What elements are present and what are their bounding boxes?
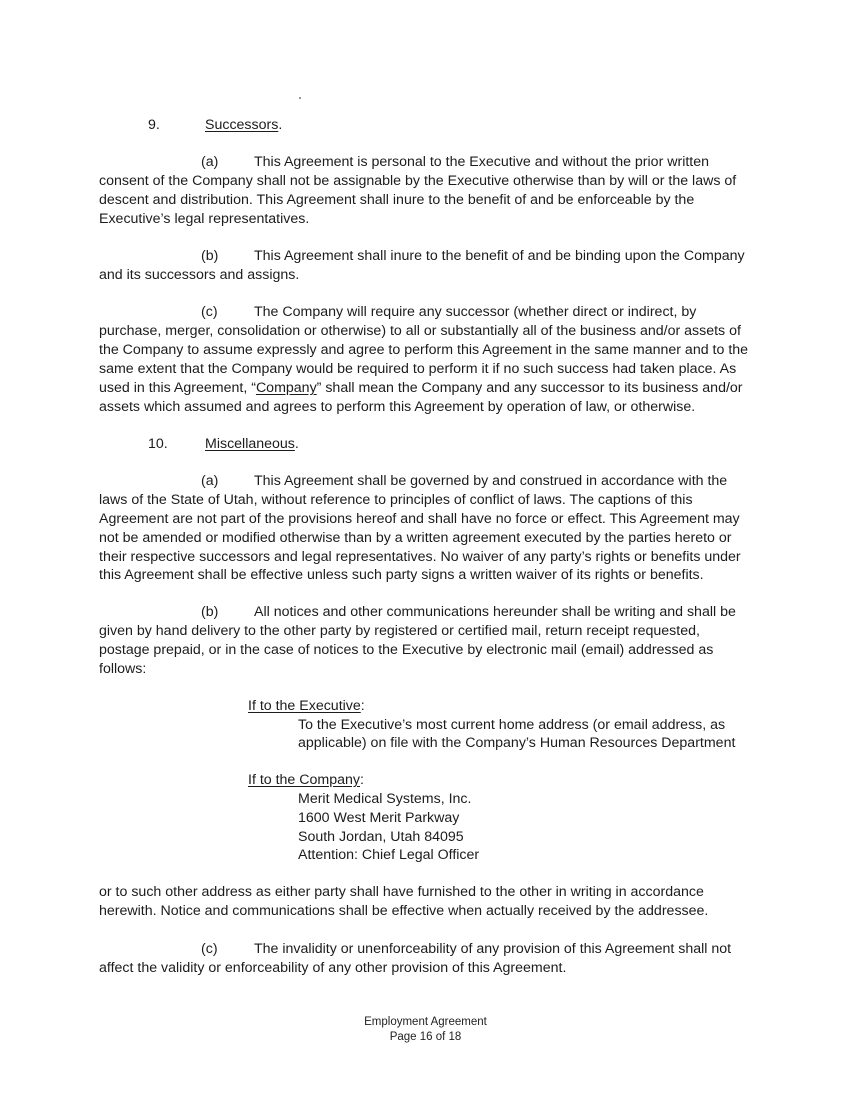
paragraph-line: their respective successors and legal representatives. No waiver of any party’s rights or benefits under: [99, 549, 741, 565]
notice-address-line: applicable) on file with the Company’s Human Resources Department: [298, 735, 736, 751]
paragraph-line: herewith. Notice and communications shall be effective when actually received by the addressee.: [99, 903, 709, 919]
paragraph-line: this Agreement shall be effective unless such party signs a written waiver of its rights or benefits.: [99, 567, 704, 583]
paragraph-line: affect the validity or enforceability of any other provision of this Agreement.: [99, 960, 567, 976]
paragraph-line: descent and distribution. This Agreement shall inure to the benefit of and be enforceable by the: [99, 192, 695, 208]
section-title: Successors: [205, 117, 279, 133]
paragraph-label: (b): [201, 248, 219, 264]
paragraph-line: used in this Agreement, “Company” shall mean the Company and any successor to its business and/or: [99, 380, 743, 396]
paragraph-line: purchase, merger, consolidation or otherwise) to all or substantially all of the business and/or assets of: [99, 323, 741, 339]
paragraph-label: (c): [201, 941, 218, 957]
notice-address-line: South Jordan, Utah 84095: [298, 829, 464, 845]
paragraph-line: and its successors and assigns.: [99, 267, 300, 283]
paragraph-line: same extent that the Company would be required to perform it if no such success had taken place. As: [99, 361, 737, 377]
paragraph-line: laws of the State of Utah, without reference to principles of conflict of laws. The captions of this: [99, 492, 693, 508]
footer-page-number: Page 16 of 18: [389, 1031, 462, 1043]
paragraph-label: (a): [201, 473, 219, 489]
paragraph-line: or to such other address as either party shall have furnished to the other in writing in accordance: [99, 884, 704, 900]
notice-address-line: Attention: Chief Legal Officer: [298, 847, 480, 863]
paragraph-line: not be amended or modified otherwise than by a written agreement executed by the parties hereto or: [99, 530, 732, 546]
paragraph-line: Executive’s legal representatives.: [99, 211, 310, 227]
notice-address-line: Merit Medical Systems, Inc.: [298, 791, 472, 807]
paragraph-line: postage prepaid, or in the case of notices to the Executive by electronic mail (email) addressed as: [99, 642, 714, 658]
section-title: Miscellaneous: [205, 436, 295, 452]
notice-executive-heading: If to the Executive:: [248, 698, 365, 714]
paragraph-line: consent of the Company shall not be assignable by the Executive otherwise than by will or the laws of: [99, 173, 737, 189]
notice-company-heading: If to the Company:: [248, 772, 364, 788]
scan-speck: [299, 97, 301, 99]
paragraph-line: Agreement are not part of the provisions hereof and shall have no force or effect. This Agreement may: [99, 511, 740, 527]
paragraph-line: given by hand delivery to the other party by registered or certified mail, return receipt requested,: [99, 623, 700, 639]
section-number: 9.: [148, 117, 160, 133]
notice-address-line: 1600 West Merit Parkway: [298, 810, 460, 826]
paragraph-label: (b): [201, 604, 219, 620]
document-page: 9. Successors. (a) This Agreement is personal to the Executive and without the prior written consent of the Company shall not be assignable by the Executive otherwise than by will or the laws of descent and distribution. This Agreement shall inure to the benefit of and be enforceable by the Executive’s legal representatives. (b) This Agreement shall inure to the benefit of and be binding upon the Company and its successors and assigns. (c) The Company will require any successor (whether direct or indirect, by purchase, merger, consolidation or otherwise) to all or substantially all of the business and/or assets of the Company to assume expressly and agree to perform this Agreement in the same manner and to the same extent that the Company would be required to perform it if no such success had taken place. As used in this Agreement, “Company” shall mean the Company and any successor to its business and/or assets which assumed and agrees to perform this Agreement by operation of law, or otherwise. 10. Miscellaneous. (a) This Agreement shall be governed by and construed in accordance with the laws of the State of Utah, without reference to principles of conflict of laws. The captions of this Agreement are not part of the provisions hereof and shall have no force or effect. This Agreement may not be amended or modified otherwise than by a written agreement executed by the parties hereto or their respective successors and legal representatives. No waiver of any party’s rights or benefits under this Agreement shall be effective unless such party signs a written waiver of its rights or benefits. (b) All notices and other communications hereunder shall be writing and shall be given by hand delivery to the other party by registered or certified mail, return receipt requested, postage prepaid, or in the case of notices to the Executive by electronic mail (email) addressed as follows: If to the Executive: To the Executive’s most current home address (or email address, as applicable) on file with the Company’s Human Resources Department If to the Company: Merit Medical Systems, Inc. 1600 West Merit Parkway South Jordan, Utah 84095 Attention: Chief Legal Officer or to such other address as either party shall have furnished to the other in writing in accordance herewith. Notice and communications shall be effective when actually received by the addressee. (c) The invalidity or unenforceability of any provision of this Agreement shall not affect the validity or enforceability of any other provision of this Agreement. Employment Agreement Page 16 of 18: [0, 0, 851, 1100]
paragraph-line: assets which assumed and agrees to perform this Agreement by operation of law, or otherwise.: [99, 399, 696, 415]
paragraph-line: the Company to assume expressly and agree to perform this Agreement in the same manner and to the: [99, 342, 749, 358]
paragraph-label: (a): [201, 154, 219, 170]
footer-title: Employment Agreement: [364, 1016, 487, 1028]
defined-term: Company: [255, 380, 317, 396]
notice-address-line: To the Executive’s most current home address (or email address, as: [298, 717, 726, 733]
paragraph-label: (c): [201, 304, 218, 320]
paragraph-line: follows:: [99, 661, 147, 677]
section-number: 10.: [148, 436, 168, 452]
